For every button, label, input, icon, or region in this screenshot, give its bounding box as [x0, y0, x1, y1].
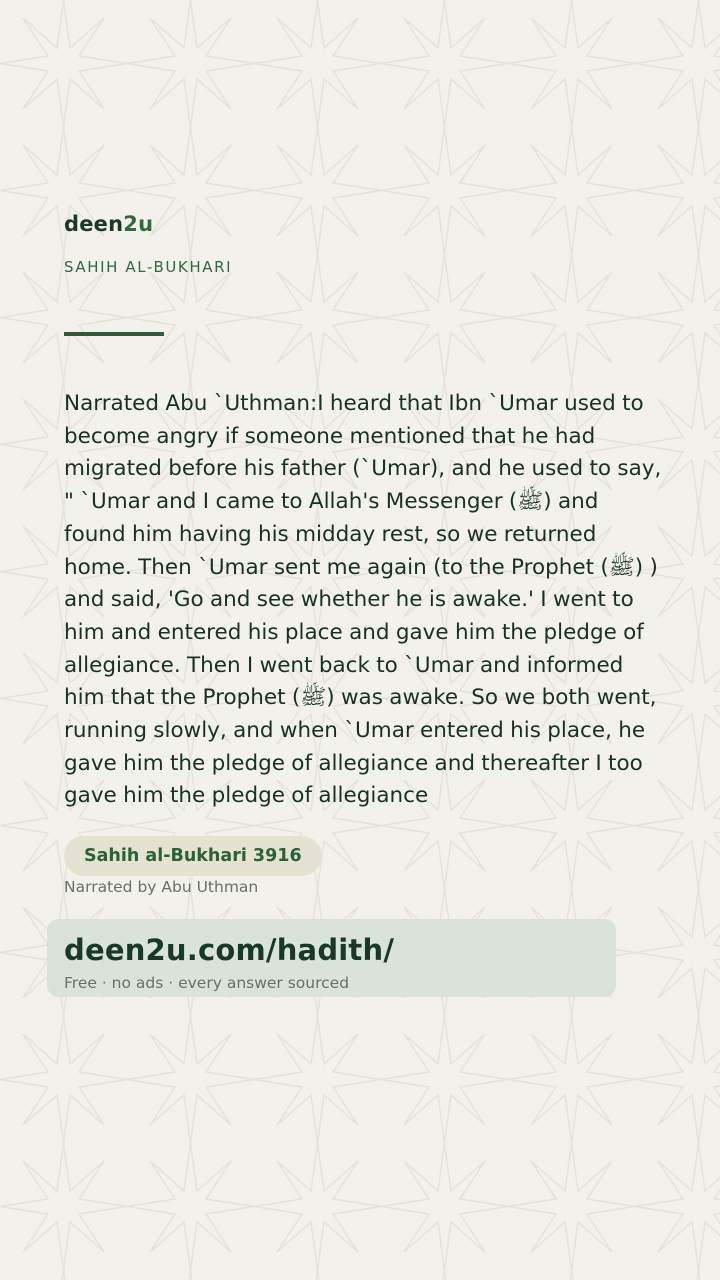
brand-name-suffix: 2u	[123, 212, 154, 236]
hadith-text: Narrated Abu `Uthman:I heard that Ibn `Umar used to become angry if someone mentioned that he had migrated before his father (`Umar), and he used to say, " `Umar and I came to Allah's Messenger (ﷺ) and found him having his midday rest, so we returned home. Then `Umar sent me again (to the Prophet (ﷺ) ) and said, 'Go and see whether he is awake.' I went to him and entered his place and gave him the pledge of allegiance. Then I went back to `Umar and informed him that the Prophet (ﷺ) was awake. So we both went, running slowly, and when `Umar entered his place, he gave him the pledge of allegiance and thereafter I too gave him the pledge of allegiance	[64, 391, 662, 809]
website-tagline: Free · no ads · every answer sourced	[64, 974, 350, 992]
reference-label: Sahih al-Bukhari 3916	[84, 846, 302, 866]
brand-logo	[64, 212, 153, 236]
website-url-link[interactable]: deen2u.com/hadith/	[64, 933, 395, 967]
brand-name: deen	[64, 212, 124, 236]
narrator-caption: Narrated by Abu Uthman	[64, 878, 259, 896]
website-link-card[interactable]	[47, 919, 616, 997]
collection-label: SAHIH AL-BUKHARI	[64, 258, 233, 276]
divider	[64, 332, 164, 336]
reference-badge	[64, 836, 322, 876]
